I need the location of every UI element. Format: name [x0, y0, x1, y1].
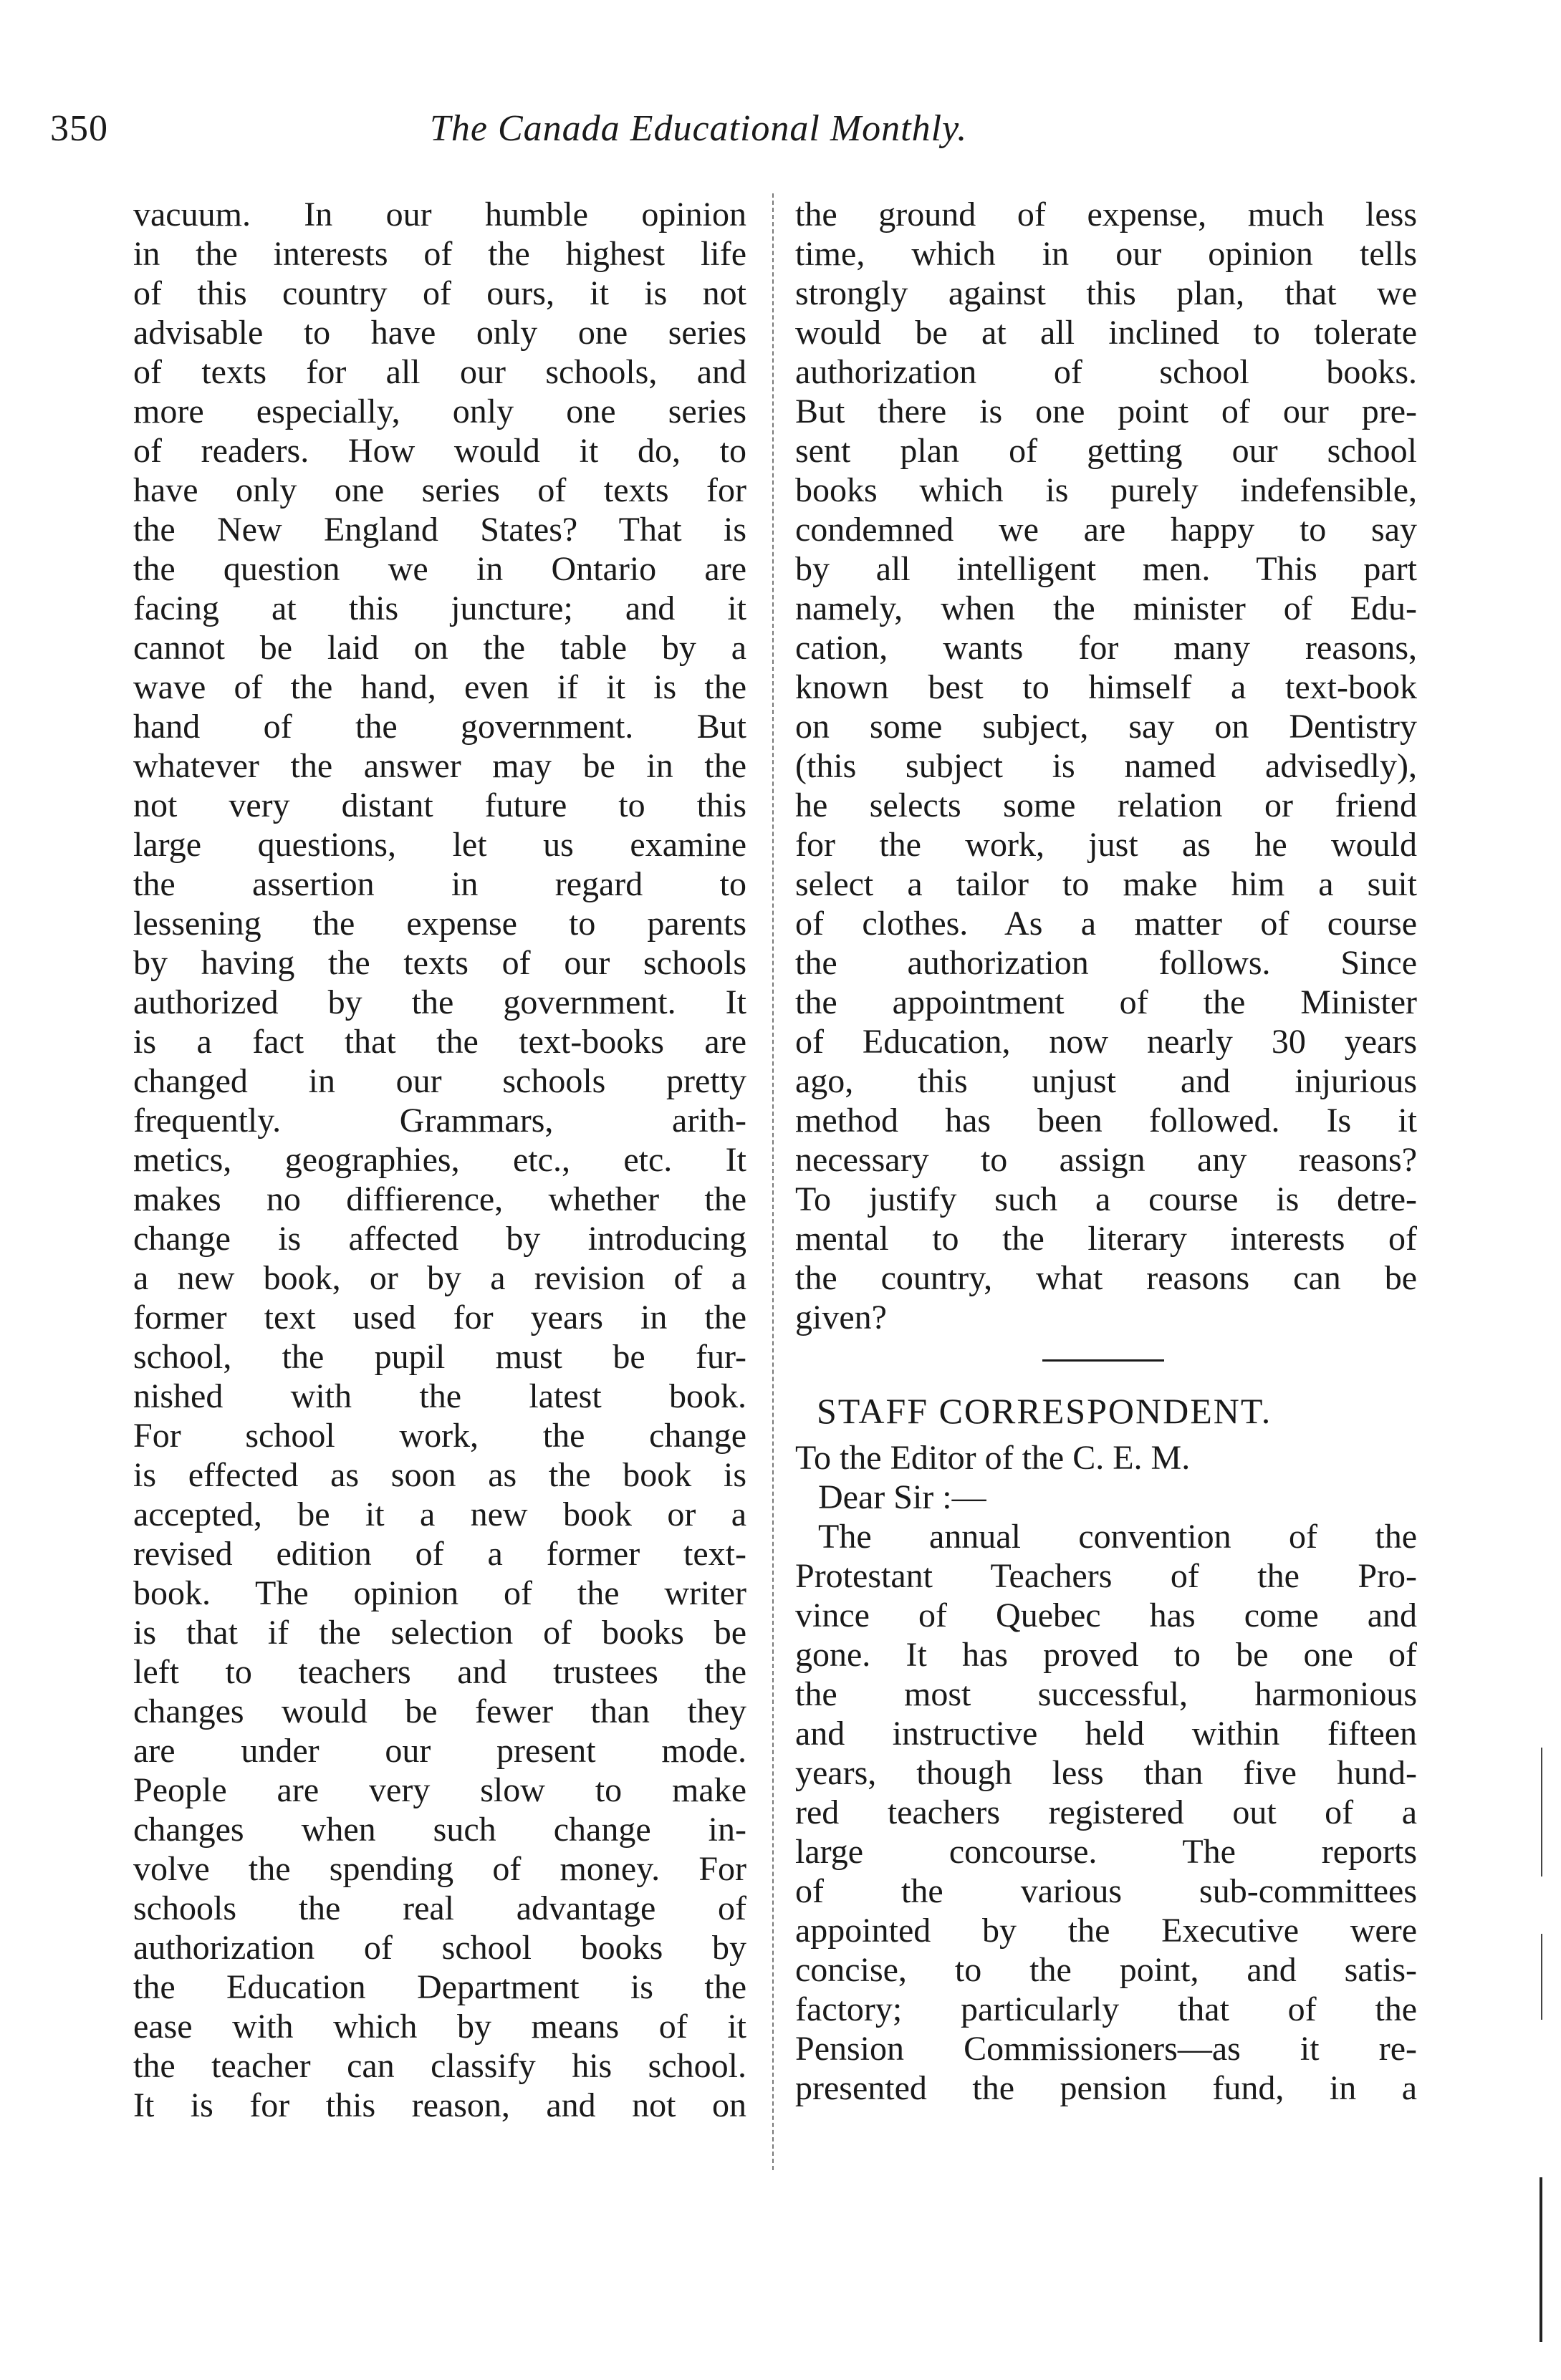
text-line: cation, wants for many reasons,: [795, 629, 1417, 667]
letter-salutation-line: Dear Sir :—: [818, 1478, 986, 1516]
text-line: authorization of school books.: [795, 353, 1417, 391]
text-line: The annual convention of the: [818, 1518, 1417, 1556]
text-line: have only one series of texts for: [133, 471, 746, 509]
text-line: vince of Quebec has come and: [795, 1596, 1417, 1634]
text-line: book. The opinion of the writer: [133, 1574, 746, 1612]
section-divider: [1042, 1359, 1164, 1362]
text-line: appointed by the Executive were: [795, 1912, 1417, 1950]
text-line: changes would be fewer than they: [133, 1692, 746, 1730]
text-line: large questions, let us examine: [133, 826, 746, 864]
text-line: frequently. Grammars, arith-: [133, 1102, 746, 1140]
text-line: gone. It has proved to be one of: [795, 1636, 1417, 1674]
text-line: strongly against this plan, that we: [795, 274, 1417, 312]
text-line: of this country of ours, it is not: [133, 274, 746, 312]
text-line: (this subject is named advisedly),: [795, 747, 1417, 785]
text-line: the appointment of the Minister: [795, 983, 1417, 1021]
text-line: known best to himself a text-book: [795, 668, 1417, 706]
text-line: mental to the literary interests of: [795, 1220, 1417, 1258]
text-line: not very distant future to this: [133, 786, 746, 824]
text-line: of Education, now nearly 30 years: [795, 1023, 1417, 1061]
text-line: advisable to have only one series: [133, 314, 746, 352]
scan-edge-mark: [1540, 2177, 1542, 2342]
text-line: would be at all inclined to tolerate: [795, 314, 1417, 352]
text-line: volve the spending of money. For: [133, 1850, 746, 1888]
text-line: accepted, be it a new book or a: [133, 1495, 746, 1533]
text-line: metics, geographies, etc., etc. It: [133, 1141, 746, 1179]
left-column: [133, 195, 746, 2125]
text-line: books which is purely indefensible,: [795, 471, 1417, 509]
text-line: the teacher can classify his school.: [133, 2047, 746, 2085]
text-line: authorization of school books by: [133, 1929, 746, 1967]
text-line: ago, this unjust and injurious: [795, 1062, 1417, 1100]
text-line: is that if the selection of books be: [133, 1614, 746, 1652]
text-line: namely, when the minister of Edu-: [795, 589, 1417, 627]
text-line: red teachers registered out of a: [795, 1793, 1417, 1831]
right-column: [795, 195, 1417, 1337]
text-line: large concourse. The reports: [795, 1833, 1417, 1871]
scan-edge-mark: [1541, 1748, 1542, 1876]
text-line: lessening the expense to parents: [133, 905, 746, 943]
text-line: in the interests of the highest life: [133, 235, 746, 273]
text-line: concise, to the point, and satis-: [795, 1951, 1417, 1989]
text-line: wave of the hand, even if it is the: [133, 668, 746, 706]
text-line: the country, what reasons can be: [795, 1259, 1417, 1297]
text-line: method has been followed. Is it: [795, 1102, 1417, 1140]
text-line: makes no diffierence, whether the: [133, 1180, 746, 1218]
text-line: the assertion in regard to: [133, 865, 746, 903]
text-line: nished with the latest book.: [133, 1377, 746, 1415]
text-line: of clothes. As a matter of course: [795, 905, 1417, 943]
text-line: sent plan of getting our school: [795, 432, 1417, 470]
text-line: select a tailor to make him a suit: [795, 865, 1417, 903]
running-head: The Canada Educational Monthly.: [430, 108, 968, 149]
text-line: a new book, or by a revision of a: [133, 1259, 746, 1297]
text-line: changed in our schools pretty: [133, 1062, 746, 1100]
text-line: presented the pension fund, in a: [795, 2069, 1417, 2107]
text-line: former text used for years in the: [133, 1299, 746, 1336]
text-line: by all intelligent men. This part: [795, 550, 1417, 588]
text-line: condemned we are happy to say: [795, 511, 1417, 549]
text-line: for the work, just as he would: [795, 826, 1417, 864]
text-line: whatever the answer may be in the: [133, 747, 746, 785]
text-line: on some subject, say on Dentistry: [795, 708, 1417, 746]
text-line: time, which in our opinion tells: [795, 235, 1417, 273]
text-line: years, though less than five hund-: [795, 1754, 1417, 1792]
letter-salutation-line: To the Editor of the C. E. M.: [795, 1439, 1191, 1477]
text-line: change is affected by introducing: [133, 1220, 746, 1258]
text-line: of the various sub-committees: [795, 1872, 1417, 1910]
text-line: But there is one point of our pre-: [795, 392, 1417, 430]
text-line: and instructive held within fifteen: [795, 1715, 1417, 1753]
text-line: the question we in Ontario are: [133, 550, 746, 588]
text-line: given?: [795, 1299, 887, 1336]
text-line: vacuum. In our humble opinion: [133, 196, 746, 233]
text-line: school, the pupil must be fur-: [133, 1338, 746, 1376]
text-line: For school work, the change: [133, 1417, 746, 1455]
text-line: the New England States? That is: [133, 511, 746, 549]
text-line: hand of the government. But: [133, 708, 746, 746]
text-line: cannot be laid on the table by a: [133, 629, 746, 667]
text-line: of texts for all our schools, and: [133, 353, 746, 391]
scan-edge-mark: [1541, 1934, 1542, 2020]
text-line: To justify such a course is detre-: [795, 1180, 1417, 1218]
text-line: he selects some relation or friend: [795, 786, 1417, 824]
text-line: schools the real advantage of: [133, 1889, 746, 1927]
text-line: left to teachers and trustees the: [133, 1653, 746, 1691]
page-number: 350: [50, 108, 108, 149]
text-line: facing at this juncture; and it: [133, 589, 746, 627]
text-line: more especially, only one series: [133, 392, 746, 430]
text-line: Pension Commissioners—as it re-: [795, 2030, 1417, 2068]
text-line: is effected as soon as the book is: [133, 1456, 746, 1494]
text-line: necessary to assign any reasons?: [795, 1141, 1417, 1179]
text-line: the Education Department is the: [133, 1968, 746, 2006]
text-line: It is for this reason, and not on: [133, 2086, 746, 2124]
text-line: Protestant Teachers of the Pro-: [795, 1557, 1417, 1595]
text-line: authorized by the government. It: [133, 983, 746, 1021]
text-line: ease with which by means of it: [133, 2008, 746, 2046]
section-heading: STAFF CORRESPONDENT.: [817, 1391, 1272, 1431]
text-line: by having the texts of our schools: [133, 944, 746, 982]
column-divider: [772, 193, 774, 2170]
letter-body: [795, 1438, 1417, 2108]
text-line: revised edition of a former text-: [133, 1535, 746, 1573]
text-line: of readers. How would it do, to: [133, 432, 746, 470]
text-line: is a fact that the text-books are: [133, 1023, 746, 1061]
text-line: the authorization follows. Since: [795, 944, 1417, 982]
text-line: the ground of expense, much less: [795, 196, 1417, 233]
text-line: are under our present mode.: [133, 1732, 746, 1770]
text-line: factory; particularly that of the: [795, 1990, 1417, 2028]
text-line: changes when such change in-: [133, 1811, 746, 1849]
text-line: People are very slow to make: [133, 1771, 746, 1809]
text-line: the most successful, harmonious: [795, 1675, 1417, 1713]
